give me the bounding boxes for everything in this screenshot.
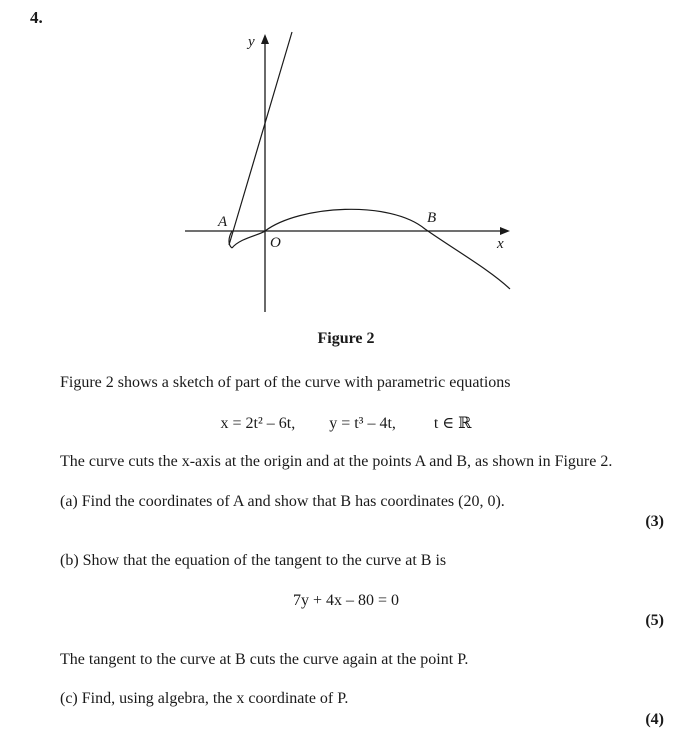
point-a-label: A <box>218 214 228 230</box>
part-c-label: (c) <box>60 690 78 707</box>
figure-caption: Figure 2 <box>317 330 375 347</box>
part-b-label: (b) <box>60 552 79 569</box>
part-c-text: Find, using algebra, the x coordinate of P. <box>81 690 349 707</box>
x-axis-arrow <box>500 227 510 235</box>
part-b-marks: (5) <box>645 612 664 629</box>
statement-text: The curve cuts the x-axis at the origin and at the points A and B, as shown in Figure 2. <box>60 453 613 470</box>
part-a <box>60 493 505 511</box>
part-a-marks: (3) <box>645 513 664 530</box>
tangent-statement: The tangent to the curve at B cuts the curve again at the point P. <box>60 651 469 668</box>
x-equation: x = 2t² – 6t, <box>220 415 296 432</box>
tangent-line <box>229 32 292 245</box>
parametric-equations <box>0 413 692 433</box>
part-a-text: Find the coordinates of A and show that B has coordinates (20, 0). <box>81 493 505 510</box>
part-c-marks: (4) <box>645 711 664 728</box>
part-b-text: Show that the equation of the tangent to the curve at B is <box>82 552 447 569</box>
tangent-equation: 7y + 4x – 80 = 0 <box>292 592 400 609</box>
part-c <box>60 690 348 708</box>
y-equation: y = t³ – 4t, <box>329 415 396 432</box>
part-b <box>60 552 446 570</box>
domain: t ∈ ℝ <box>433 415 472 432</box>
point-b-label: B <box>427 210 437 226</box>
intro-text: Figure 2 shows a sketch of part of the curve with parametric equations <box>60 374 511 391</box>
x-axis-label: x <box>497 236 504 252</box>
origin-label: O <box>270 235 281 251</box>
y-axis-arrow <box>261 34 269 44</box>
curve-figure <box>0 0 692 330</box>
question-number: 4. <box>30 8 43 27</box>
part-a-label: (a) <box>60 493 78 510</box>
y-axis-label: y <box>248 34 255 50</box>
